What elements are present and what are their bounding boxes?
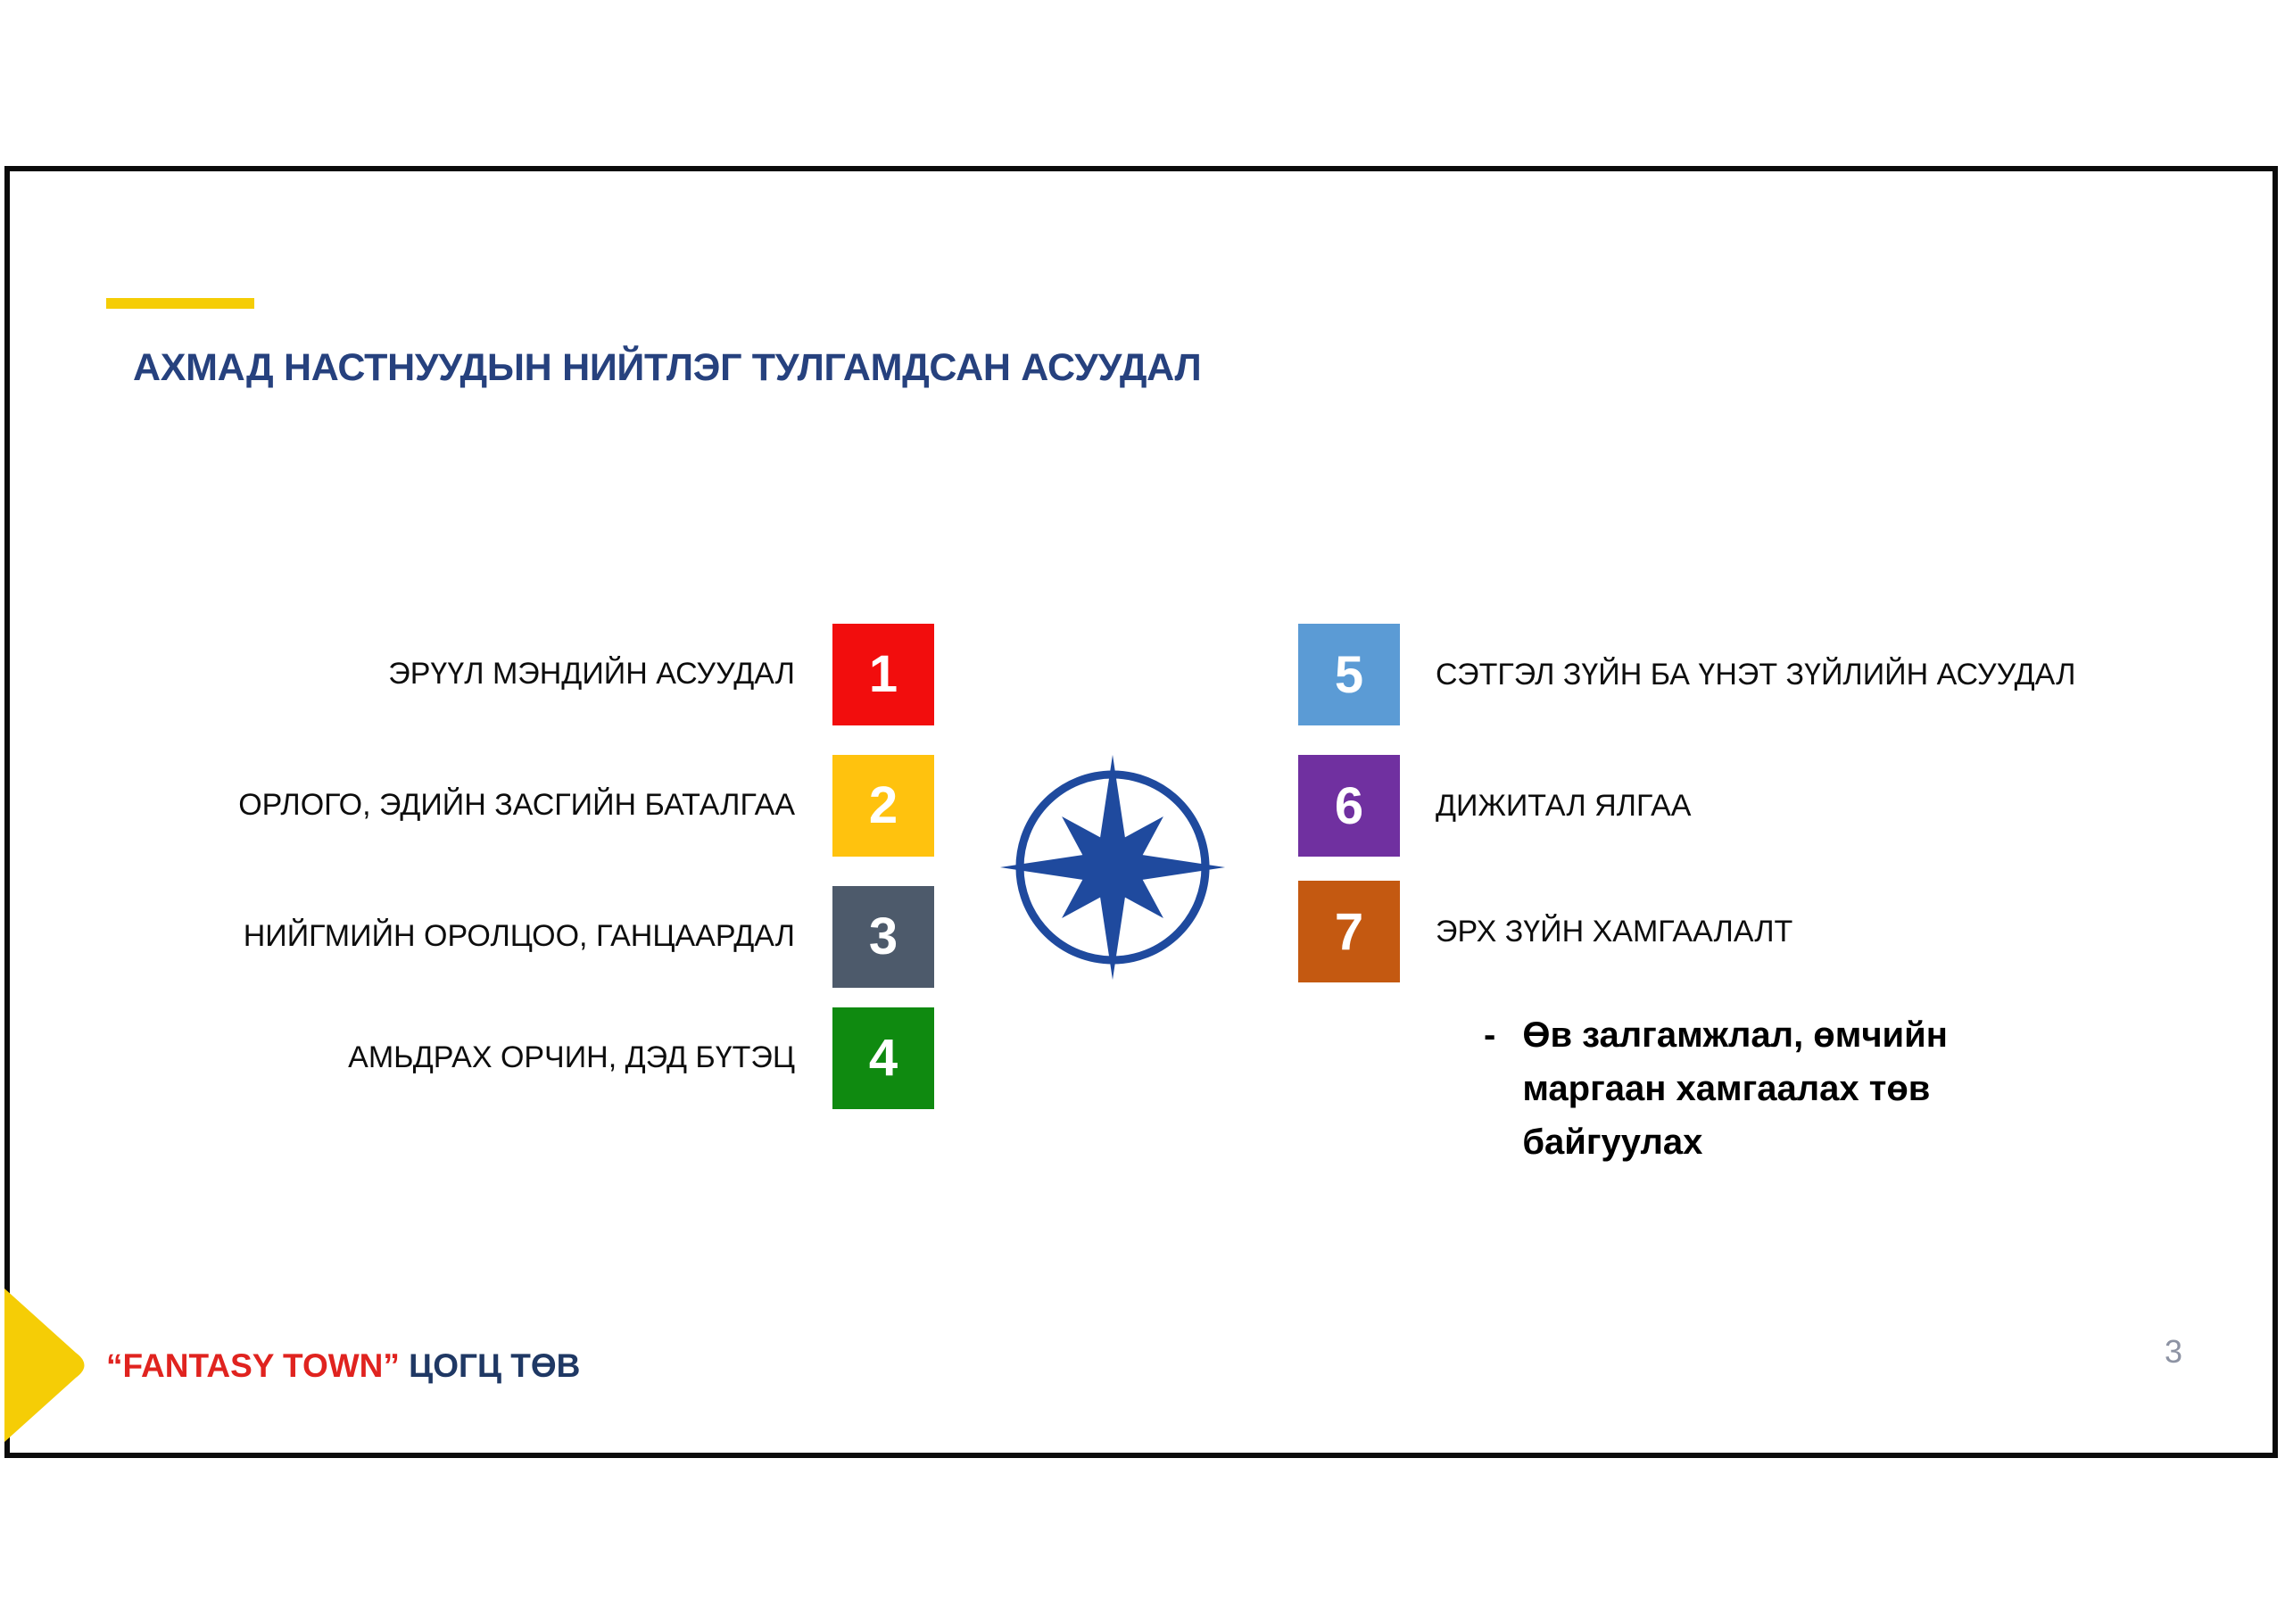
issue-number-badge-5: 5 [1298,624,1400,725]
issue-label-3: НИЙГМИЙН ОРОЛЦОО, ГАНЦААРДАЛ [243,919,795,953]
issue-number-badge-2: 2 [832,755,934,857]
issue-label-1: ЭРҮҮЛ МЭНДИЙН АСУУДАЛ [388,657,795,691]
sub-bullet-text: Өв залгамжлал, өмчийн маргаан хамгаалах төв байгуулах [1522,1015,1948,1162]
issue-label-7: ЭРХ ЗҮЙН ХАМГААЛАЛТ [1436,914,1793,949]
issue-row-7 [1298,881,1792,982]
issue-number-badge-7: 7 [1298,881,1400,982]
slide-frame [4,166,2278,1458]
footer-brand: “FANTASY TOWN” [106,1347,400,1384]
sub-bullet-dash: - [1484,1015,1496,1055]
issue-row-4 [10,1007,934,1109]
issue-row-5 [1298,624,2075,725]
issue-row-3 [10,885,934,988]
issue-label-6: ДИЖИТАЛ ЯЛГАА [1436,788,1692,823]
issue-label-4: АМЬДРАХ ОРЧИН, ДЭД БҮТЭЦ [348,1040,795,1074]
issue-row-2 [10,754,934,857]
issue-number-badge-3: 3 [832,886,934,988]
issue-row-6 [1298,755,1691,857]
issue-label-5: СЭТГЭЛ ЗҮЙН БА ҮНЭТ ЗҮЙЛИЙН АСУУДАЛ [1436,657,2076,692]
compass-star-icon [997,751,1229,983]
footer-text [106,1347,580,1385]
accent-bar [106,298,254,309]
issue-number-badge-6: 6 [1298,755,1400,857]
page-number: 3 [2164,1333,2183,1370]
issue-number-badge-1: 1 [832,624,934,725]
yellow-chevron-shape [4,1287,97,1444]
footer-suffix: ЦОГЦ ТӨВ [399,1347,581,1384]
sub-bullet [1484,1008,2037,1169]
issue-row-1 [10,623,934,725]
issue-label-2: ОРЛОГО, ЭДИЙН ЗАСГИЙН БАТАЛГАА [238,788,795,822]
slide-title: АХМАД НАСТНУУДЫН НИЙТЛЭГ ТУЛГАМДСАН АСУУДАЛ [133,346,1202,389]
issue-number-badge-4: 4 [832,1007,934,1109]
